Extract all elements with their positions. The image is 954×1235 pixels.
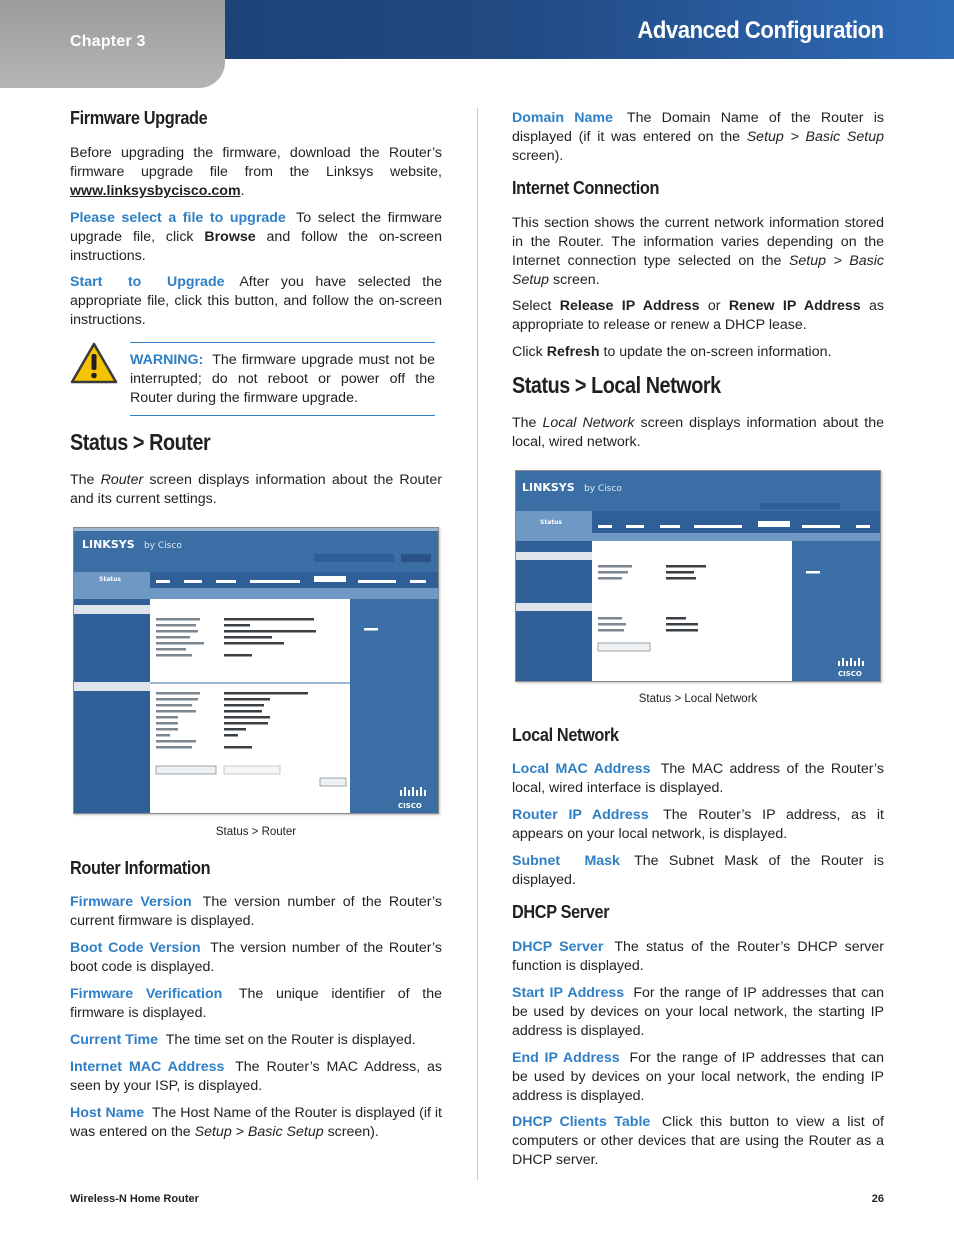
dhcp-server-item: DHCP Server The status of the Router’s DHCP server function is displayed. bbox=[512, 939, 885, 974]
term-firmware-verification: Firmware Verification bbox=[70, 986, 223, 1002]
domain-name-item: Domain Name The Domain Name of the Router is displayed (if it was entered on the Setup > Basic Setup screen). bbox=[512, 110, 884, 164]
term-dhcp-clients-table: DHCP Clients Table bbox=[512, 1114, 651, 1130]
router-information-heading: Router Information bbox=[70, 857, 211, 878]
term-end-ip: End IP Address bbox=[512, 1050, 620, 1066]
warning-label: WARNING: bbox=[130, 352, 204, 368]
page-title: Advanced Configuration bbox=[637, 17, 884, 44]
select-file-item: Please select a file to upgrade To select the firmware upgrade file, click Browse and follow the on-screen instructions. bbox=[70, 210, 443, 264]
svg-text:CISCO: CISCO bbox=[398, 802, 422, 810]
term-internet-mac: Internet MAC Address bbox=[70, 1059, 225, 1075]
linksys-website-link[interactable]: www.linksysbycisco.com bbox=[70, 182, 241, 199]
term-host-name: Host Name bbox=[70, 1105, 145, 1121]
svg-text:Status: Status bbox=[540, 519, 562, 526]
current-time-item: Current Time The time set on the Router is displayed. bbox=[70, 1032, 416, 1048]
term-local-mac: Local MAC Address bbox=[512, 761, 651, 777]
term-dhcp-server: DHCP Server bbox=[512, 939, 604, 955]
term-subnet-mask: Subnet Mask bbox=[512, 853, 620, 869]
router-screenshot bbox=[73, 527, 439, 814]
internet-connection-text: This section shows the current network information stored in the Router. The information varies depending on the Internet connection type selected on the Setup > Basic Setup screen. bbox=[512, 215, 884, 288]
local-network-caption: Status > Local Network bbox=[638, 693, 758, 705]
end-ip-item: End IP Address For the range of IP addresses that can be used by devices on your local network, the ending IP address is displayed. bbox=[512, 1050, 885, 1104]
local-network-heading: Local Network bbox=[512, 724, 619, 745]
firmware-intro: Before upgrading the firmware, download the Router’s firmware upgrade file from the Linksys website, www.linksysbycisco.com. bbox=[70, 145, 442, 199]
start-upgrade-item: Start to Upgrade After you have selected the appropriate file, click this button, and follow the on-screen instructions. bbox=[70, 274, 442, 328]
term-current-time: Current Time bbox=[70, 1032, 159, 1048]
term-start-upgrade: Start to Upgrade bbox=[70, 274, 225, 290]
firmware-upgrade-heading: Firmware Upgrade bbox=[70, 107, 208, 128]
chapter-tab bbox=[0, 0, 225, 88]
refresh-text: Click Refresh to update the on-screen information. bbox=[512, 344, 832, 360]
warning-icon bbox=[70, 342, 118, 384]
footer-product: Wireless-N Home Router bbox=[70, 1193, 199, 1205]
start-ip-item: Start IP Address For the range of IP addresses that can be used by devices on your local network, the starting IP address is displayed. bbox=[512, 985, 884, 1039]
local-mac-item: Local MAC Address The MAC address of the Router’s local, wired interface is displayed. bbox=[512, 761, 884, 796]
router-caption: Status > Router bbox=[215, 826, 297, 838]
warning-box bbox=[70, 342, 435, 415]
local-network-screenshot bbox=[515, 470, 881, 682]
subnet-mask-item: Subnet Mask The Subnet Mask of the Router is displayed. bbox=[512, 853, 885, 888]
term-select-file: Please select a file to upgrade bbox=[70, 210, 286, 226]
column-divider bbox=[477, 108, 478, 1180]
chapter-label: Chapter 3 bbox=[70, 33, 146, 50]
svg-text:LINKSYS: LINKSYS bbox=[82, 538, 135, 551]
internet-mac-item: Internet MAC Address The Router’s MAC Address, as seen by your ISP, is displayed. bbox=[70, 1059, 443, 1094]
internet-connection-heading: Internet Connection bbox=[512, 177, 660, 198]
warning-rule-top bbox=[130, 342, 435, 343]
svg-text:LINKSYS: LINKSYS bbox=[522, 481, 575, 494]
firmware-version-item: Firmware Version The version number of the Router’s current firmware is displayed. bbox=[70, 894, 443, 929]
term-domain-name: Domain Name bbox=[512, 110, 613, 126]
host-name-item: Host Name The Host Name of the Router is displayed (if it was entered on the Setup > Basic Setup screen). bbox=[70, 1105, 442, 1140]
status-router-intro: The Router screen displays information about the Router and its current settings. bbox=[70, 472, 442, 507]
term-boot-code: Boot Code Version bbox=[70, 940, 201, 956]
term-router-ip: Router IP Address bbox=[512, 807, 649, 823]
svg-text:Status: Status bbox=[99, 576, 121, 583]
firmware-verification-item: Firmware Verification The unique identifier of the firmware is displayed. bbox=[70, 986, 443, 1021]
svg-text:by Cisco: by Cisco bbox=[584, 484, 622, 494]
term-start-ip: Start IP Address bbox=[512, 985, 625, 1001]
svg-text:by Cisco: by Cisco bbox=[144, 541, 182, 551]
status-local-intro: The Local Network screen displays information about the local, wired network. bbox=[512, 415, 884, 450]
local-network-screen-image bbox=[516, 471, 881, 682]
warning-rule-bottom bbox=[130, 415, 435, 416]
release-renew-text: Select Release IP Address or Renew IP Address as appropriate to release or renew a DHCP lease. bbox=[512, 298, 884, 333]
term-firmware-version: Firmware Version bbox=[70, 894, 192, 910]
router-ip-item: Router IP Address The Router’s IP address, as it appears on your local network, is displayed. bbox=[512, 807, 884, 842]
svg-text:CISCO: CISCO bbox=[838, 670, 862, 678]
boot-code-item: Boot Code Version The version number of the Router’s boot code is displayed. bbox=[70, 940, 442, 975]
status-router-heading: Status > Router bbox=[70, 429, 211, 455]
page-number: 26 bbox=[871, 1193, 884, 1205]
router-screen-image bbox=[74, 528, 439, 814]
dhcp-server-heading: DHCP Server bbox=[512, 901, 610, 922]
dhcp-clients-table-item: DHCP Clients Table Click this button to view a list of computers or other devices that are using the Router as a DHCP server. bbox=[512, 1114, 884, 1168]
status-local-network-heading: Status > Local Network bbox=[512, 372, 721, 398]
warning-text: WARNING: The firmware upgrade must not be interrupted; do not reboot or power off the Router during the firmware upgrade. bbox=[130, 352, 436, 406]
